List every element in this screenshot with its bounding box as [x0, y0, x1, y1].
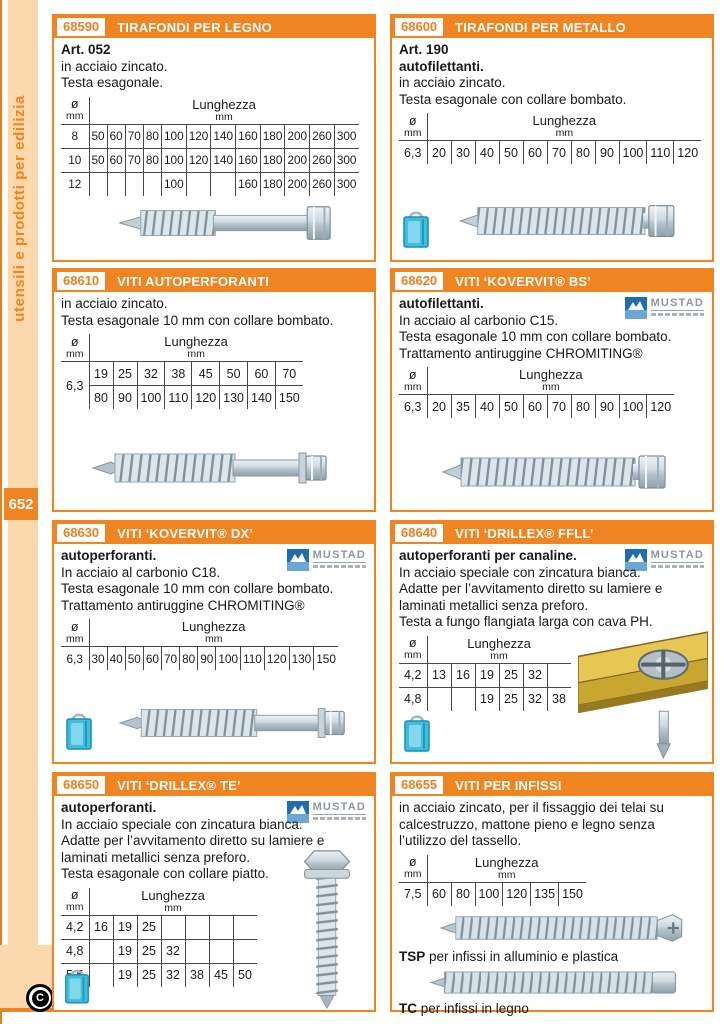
diameter-value: 4,2 [399, 663, 427, 687]
length-value [161, 915, 185, 939]
length-value [89, 963, 113, 987]
length-value: 32 [161, 939, 185, 963]
length-value: 200 [285, 124, 310, 148]
length-value: 140 [248, 386, 276, 410]
length-value: 50 [89, 148, 107, 172]
diameter-header: ø mm [66, 619, 84, 645]
dimension-table [399, 367, 674, 418]
diameter-value: 10 [61, 148, 89, 172]
length-value: 300 [334, 124, 358, 148]
length-value: 20 [427, 395, 451, 419]
length-value: 300 [334, 148, 358, 172]
length-value: 80 [143, 124, 161, 148]
diameter-header: ø mm [404, 855, 422, 880]
length-value: 100 [162, 148, 187, 172]
length-value: 110 [647, 141, 674, 165]
length-value: 100 [162, 172, 187, 196]
length-value: 25 [137, 915, 161, 939]
self-tapping-screw-image [454, 196, 686, 246]
product-code: 68650 [57, 776, 105, 794]
length-value: 60 [248, 362, 276, 386]
length-value: 110 [165, 386, 192, 410]
diameter-value: 12 [61, 172, 89, 196]
description-line: autofilettanti. [399, 58, 484, 74]
length-value: 50 [499, 395, 523, 419]
diameter-header: ø mm [66, 888, 84, 913]
spec-table-wrap [399, 855, 705, 906]
tsp-screw-image [437, 912, 693, 944]
length-value [233, 915, 257, 939]
hex-screw-vertical-image [296, 846, 358, 1010]
page-edge-line [0, 0, 2, 1024]
length-value [143, 172, 161, 196]
diameter-header: ø mm [404, 113, 422, 139]
length-value [427, 687, 451, 711]
product-title: TIRAFONDI PER METALLO [455, 19, 626, 35]
mustad-brand-name: MUSTAD [312, 801, 366, 813]
length-value: 70 [547, 141, 571, 165]
dimension-table [399, 855, 586, 906]
product-title: VITI AUTOPERFORANTI [117, 273, 270, 289]
length-value: 19 [113, 915, 137, 939]
variant-abbr: TSP [399, 948, 426, 964]
product-box-68640 [390, 520, 714, 764]
length-value: 80 [571, 395, 595, 419]
length-value: 38 [547, 687, 571, 711]
length-value: 260 [310, 148, 335, 172]
length-value: 150 [559, 882, 586, 906]
length-header: Lunghezza mm [427, 113, 701, 141]
length-value: 180 [260, 148, 285, 172]
length-value: 90 [198, 647, 216, 671]
tc-screw-image [429, 969, 687, 996]
publisher-mark: C [26, 984, 54, 1012]
length-value: 50 [499, 141, 523, 165]
description-line: autoperforanti. [61, 800, 157, 815]
length-value: 150 [314, 647, 338, 671]
length-value: 120 [192, 386, 220, 410]
length-value: 100 [475, 882, 503, 906]
length-value [107, 172, 125, 196]
product-code: 68655 [395, 776, 443, 794]
length-value: 70 [125, 148, 143, 172]
description-line: Testa esagonale. [61, 75, 164, 90]
description-line: Art. 052 [61, 42, 111, 57]
length-value: 19 [475, 663, 499, 687]
variant-caption [399, 949, 705, 965]
dimension-table [61, 334, 303, 409]
length-value: 100 [216, 647, 241, 671]
product-code: 68640 [395, 524, 443, 542]
diameter-header: ø mm [66, 97, 84, 122]
page-number-badge: 652 [4, 488, 38, 520]
diameter-value: 4,8 [399, 687, 427, 711]
length-value: 150 [275, 386, 302, 410]
description-line: autoperforanti per canaline. [399, 548, 577, 563]
length-value: 30 [451, 141, 475, 165]
product-header [392, 774, 712, 796]
dimension-table [61, 619, 338, 670]
description-line: In acciaio speciale con zincatura bianca. [61, 816, 303, 832]
product-title: VITI PER INFISSI [455, 777, 562, 793]
length-value: 32 [137, 362, 165, 386]
diameter-value: 6,3 [61, 647, 89, 671]
description-line: Testa a fungo flangiata larga con cava PH. [399, 614, 653, 629]
length-header: Lunghezza mm [89, 97, 359, 125]
product-header [392, 270, 712, 292]
length-value: 80 [89, 386, 113, 410]
length-value: 80 [143, 148, 161, 172]
length-value: 25 [499, 663, 523, 687]
description-line: Testa esagonale con collare piatto. [61, 866, 269, 881]
diameter-value: 4,8 [61, 939, 89, 963]
product-title: VITI ‘KOVERVIT® BS’ [455, 273, 592, 289]
diameter-header: ø mm [66, 334, 84, 360]
length-value [89, 939, 113, 963]
product-header [392, 16, 712, 38]
length-value: 38 [185, 963, 209, 987]
length-value: 50 [233, 963, 257, 987]
mustad-brand-name: MUSTAD [312, 549, 366, 561]
description-line: Testa esagonale 10 mm con collare bombato. [61, 581, 334, 596]
product-header [54, 522, 374, 544]
length-value: 180 [260, 124, 285, 148]
description-line: in acciaio zincato. [399, 75, 506, 90]
description-line: in acciaio zincato, per il fissaggio dei telai su calcestruzzo, mattone pieno e legno senza l’utilizzo del tassello. [399, 800, 664, 848]
length-value: 160 [236, 148, 261, 172]
product-code: 68610 [57, 272, 105, 290]
product-box-68655 [390, 772, 714, 1016]
description-line: Trattamento antiruggine CHROMITING® [61, 597, 305, 613]
length-value: 32 [523, 663, 547, 687]
product-description [399, 296, 705, 362]
product-description [399, 42, 705, 108]
product-title: VITI ‘DRILLEX® FFLL’ [455, 525, 594, 541]
diameter-header: ø mm [404, 367, 422, 393]
length-value: 130 [289, 647, 314, 671]
dimension-table [399, 636, 571, 711]
diameter-value: 4,2 [61, 915, 89, 939]
product-code: 68600 [395, 18, 443, 36]
self-drilling-screw-image [84, 442, 344, 494]
length-value: 180 [260, 172, 285, 196]
length-value: 60 [107, 148, 125, 172]
product-box-68590 [52, 14, 376, 262]
product-description [61, 42, 367, 92]
packaging-icon [402, 712, 432, 754]
length-value: 19 [113, 963, 137, 987]
product-box-68650 [52, 772, 376, 1012]
length-value: 25 [137, 939, 161, 963]
length-value [186, 172, 211, 196]
description-line: Art. 190 [399, 42, 449, 57]
diameter-value: 6,3 [399, 395, 427, 419]
length-value: 260 [310, 124, 335, 148]
length-value: 40 [475, 395, 499, 419]
length-value: 60 [523, 141, 547, 165]
product-description [61, 296, 367, 329]
length-value: 19 [113, 939, 137, 963]
length-value [185, 939, 209, 963]
length-value: 120 [503, 882, 531, 906]
length-value: 300 [334, 172, 358, 196]
product-header [54, 774, 374, 796]
length-value: 70 [162, 647, 180, 671]
description-line: In acciaio al carbonio C18. [61, 564, 221, 580]
mustad-brand-name: MUSTAD [650, 549, 704, 561]
description-line: in acciaio zincato. [61, 296, 168, 311]
length-value: 90 [595, 141, 619, 165]
spec-table-wrap [399, 367, 705, 418]
product-box-68600 [390, 14, 714, 262]
description-line: autofilettanti. [399, 296, 484, 311]
length-value: 200 [285, 172, 310, 196]
length-value: 60 [143, 647, 161, 671]
diameter-header: ø mm [404, 636, 422, 661]
variant-text: per infissi in alluminio e plastica [429, 948, 619, 964]
length-value: 100 [162, 124, 187, 148]
length-value: 90 [113, 386, 137, 410]
length-value: 16 [451, 663, 475, 687]
spec-table-wrap [61, 334, 367, 409]
length-value: 60 [427, 882, 451, 906]
description-line: In acciaio speciale con zincatura bianca. [399, 564, 641, 580]
product-description [61, 548, 367, 614]
product-box-68620 [390, 268, 714, 512]
length-value: 50 [89, 124, 107, 148]
length-value: 40 [475, 141, 499, 165]
product-description [399, 800, 705, 850]
spec-table-wrap [61, 97, 367, 196]
length-value: 19 [89, 362, 113, 386]
length-value: 160 [236, 172, 261, 196]
length-value: 45 [209, 963, 233, 987]
length-value: 120 [264, 647, 289, 671]
length-value [89, 172, 107, 196]
diameter-value: 7,5 [399, 882, 427, 906]
dimension-table [61, 97, 359, 196]
length-value: 120 [186, 124, 211, 148]
length-value: 40 [107, 647, 125, 671]
length-value [233, 939, 257, 963]
spec-table-wrap [61, 619, 367, 670]
length-value: 100 [619, 141, 647, 165]
packaging-icon [401, 208, 431, 250]
length-value: 16 [89, 915, 113, 939]
length-value: 140 [211, 124, 236, 148]
length-value: 38 [165, 362, 192, 386]
length-value: 120 [186, 148, 211, 172]
length-value: 130 [220, 386, 248, 410]
variant-abbr: TC [399, 1000, 417, 1016]
length-value: 32 [161, 963, 185, 987]
product-header [54, 16, 374, 38]
description-line: Adatte per l’avvitamento diretto su lamiere e laminati metallici senza preforo. [399, 581, 663, 613]
product-header [392, 522, 712, 544]
length-value: 30 [89, 647, 107, 671]
length-value: 160 [236, 124, 261, 148]
description-line: Trattamento antiruggine CHROMITING® [399, 345, 643, 361]
length-value: 135 [531, 882, 559, 906]
length-header: Lunghezza mm [427, 367, 674, 395]
length-value [209, 915, 233, 939]
product-box-68610 [52, 268, 376, 512]
packaging-icon [64, 710, 94, 752]
lag-screw-image [114, 198, 334, 248]
variant-caption [399, 1001, 705, 1017]
length-value: 70 [125, 124, 143, 148]
description-line: autoperforanti. [61, 548, 157, 563]
length-value: 35 [451, 395, 475, 419]
length-value: 70 [547, 395, 571, 419]
length-value: 32 [523, 687, 547, 711]
dimension-table [399, 113, 701, 164]
product-code: 68630 [57, 524, 105, 542]
self-drilling-screw-image [109, 698, 364, 748]
product-title: VITI ‘DRILLEX® TE’ [117, 777, 241, 793]
length-value: 100 [137, 386, 165, 410]
length-header: Lunghezza mm [89, 619, 338, 647]
length-value: 140 [211, 148, 236, 172]
length-value [211, 172, 236, 196]
diameter-value: 6,3 [61, 362, 89, 410]
spec-table-wrap [399, 113, 705, 164]
description-line: Testa esagonale con collare bombato. [399, 91, 627, 107]
length-value: 80 [180, 647, 198, 671]
length-value: 45 [192, 362, 220, 386]
description-line: Testa esagonale 10 mm con collare bombato. [61, 312, 334, 328]
length-value: 80 [571, 141, 595, 165]
packaging-icon [63, 966, 91, 1006]
length-value: 19 [475, 687, 499, 711]
length-value: 70 [275, 362, 302, 386]
length-value: 120 [647, 395, 674, 419]
description-line: in acciaio zincato. [61, 58, 168, 74]
description-line: In acciaio al carbonio C15. [399, 312, 559, 328]
length-value [451, 687, 475, 711]
length-value [547, 663, 571, 687]
product-code: 68590 [57, 18, 105, 36]
length-value: 25 [499, 687, 523, 711]
length-value: 25 [137, 963, 161, 987]
length-value: 25 [113, 362, 137, 386]
self-tapping-screw-image [432, 446, 682, 498]
length-value: 260 [310, 172, 335, 196]
length-value [125, 172, 143, 196]
length-value: 110 [241, 647, 265, 671]
length-header: Lunghezza mm [427, 636, 571, 664]
length-value: 20 [427, 141, 451, 165]
length-header: Lunghezza mm [89, 334, 303, 362]
length-value: 13 [427, 663, 451, 687]
channel-screw-image [578, 626, 708, 760]
product-description [399, 548, 705, 631]
length-value: 80 [451, 882, 475, 906]
description-line: Testa esagonale 10 mm con collare bombato. [399, 329, 672, 344]
length-value: 120 [674, 141, 701, 165]
length-header: Lunghezza mm [89, 888, 257, 916]
length-value: 60 [523, 395, 547, 419]
length-value: 50 [220, 362, 248, 386]
product-title: VITI ‘KOVERVIT® DX’ [117, 525, 254, 541]
diameter-value: 8 [61, 124, 89, 148]
length-value [185, 915, 209, 939]
product-header [54, 270, 374, 292]
diameter-value: 6,3 [399, 141, 427, 165]
length-value: 100 [619, 395, 647, 419]
length-value: 60 [107, 124, 125, 148]
variant-text: per infissi in legno [420, 1000, 529, 1016]
mustad-brand-name: MUSTAD [650, 297, 704, 309]
product-title: TIRAFONDI PER LEGNO [117, 19, 272, 35]
length-value: 200 [285, 148, 310, 172]
description-line: Adatte per l’avvitamento diretto su lamiere e laminati metallici senza preforo. [61, 833, 325, 865]
product-code: 68620 [395, 272, 443, 290]
length-header: Lunghezza mm [427, 855, 586, 883]
length-value [209, 939, 233, 963]
length-value: 90 [595, 395, 619, 419]
product-box-68630 [52, 520, 376, 764]
length-value: 50 [125, 647, 143, 671]
category-label: utensili e prodotti per edilizia [11, 95, 28, 322]
